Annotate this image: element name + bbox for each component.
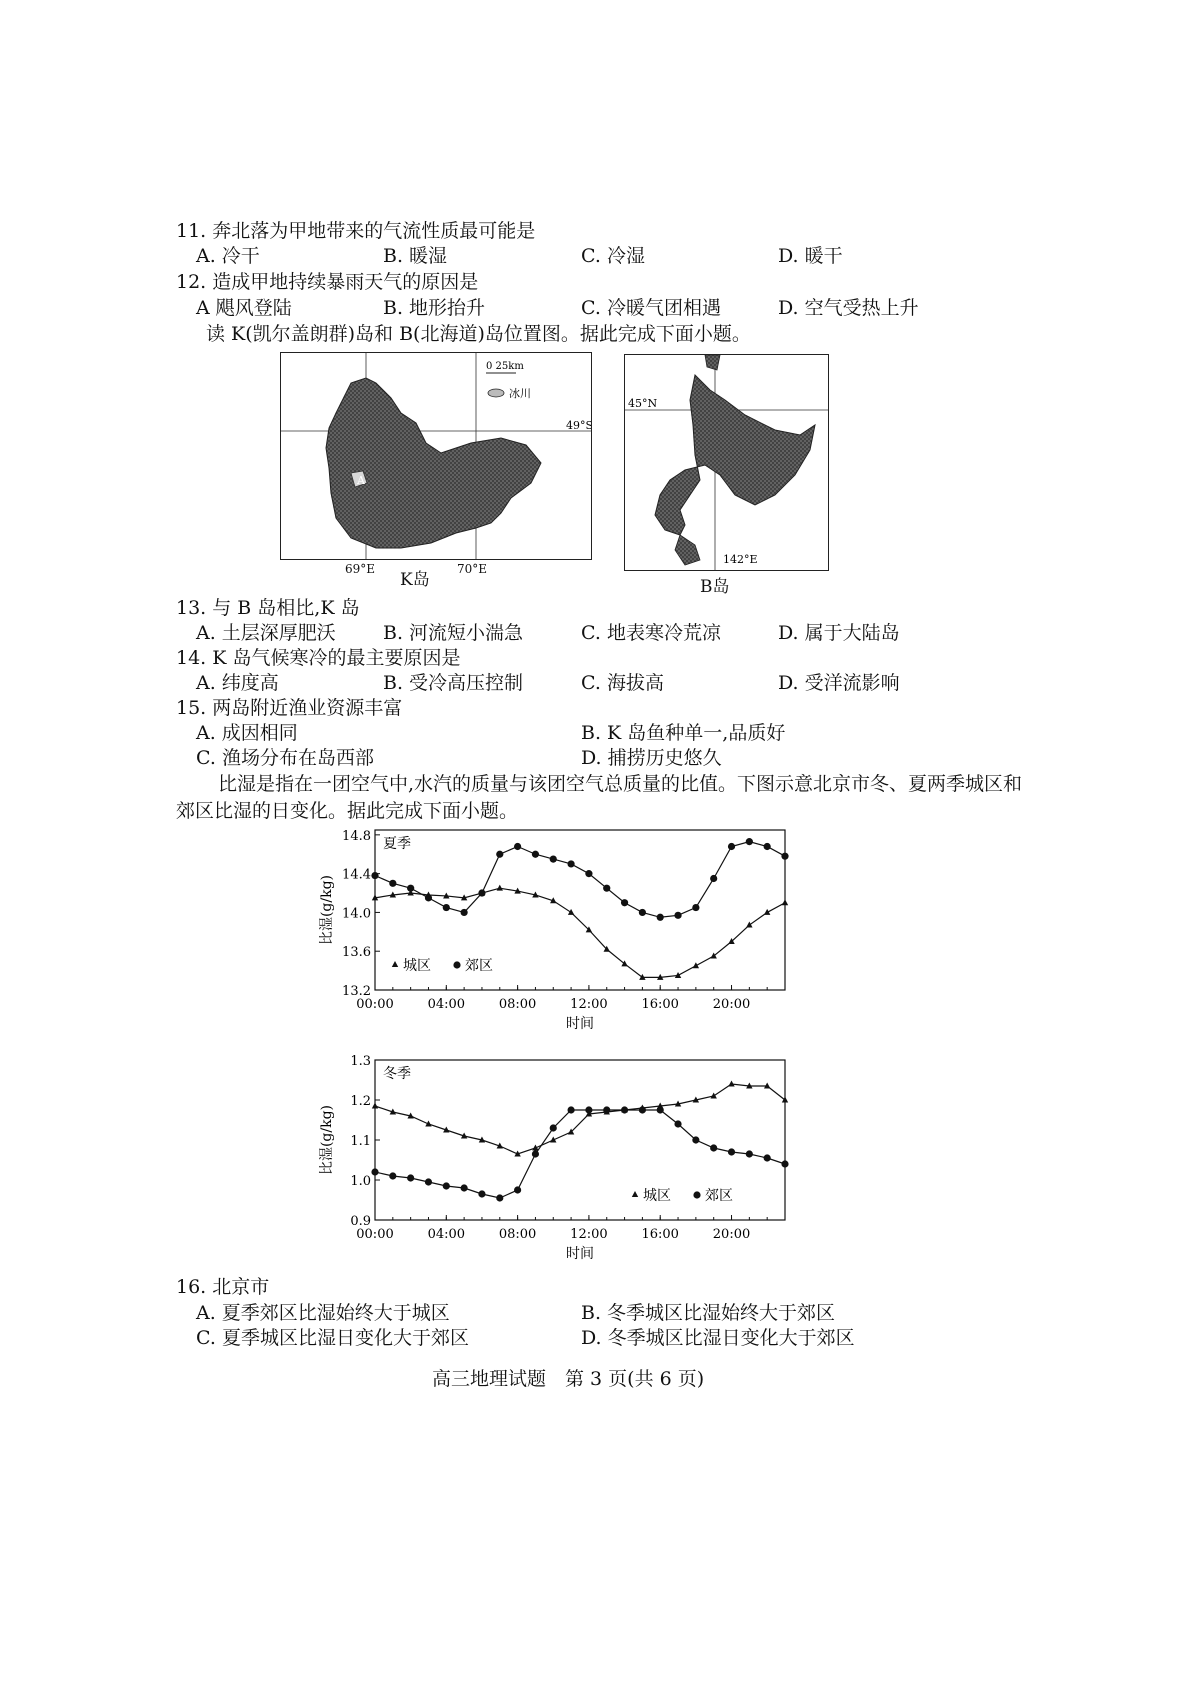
data-point-circle	[621, 899, 628, 906]
series-line-circle	[375, 842, 785, 918]
data-point-circle	[567, 860, 574, 867]
data-point-circle	[461, 909, 468, 916]
y-tick-label: 14.0	[342, 906, 371, 922]
maps-intro: 读 K(凯尔盖朗群)岛和 B(北海道)岛位置图。据此完成下面小题。	[206, 323, 751, 345]
y-tick-label: 13.6	[342, 945, 371, 961]
k-island-shape	[326, 378, 541, 548]
q14-stem: 14. K 岛气候寒冷的最主要原因是	[176, 647, 461, 669]
map-k-lon1: 69°E	[345, 562, 376, 576]
q15-option-a[interactable]: A. 成因相同	[196, 722, 298, 744]
data-point-circle	[746, 838, 753, 845]
page-footer: 高三地理试题 第 3 页(共 6 页)	[432, 1368, 705, 1390]
data-point-circle	[371, 872, 378, 879]
b-island-shape	[655, 375, 815, 535]
legend-label: 郊区	[705, 1188, 733, 1204]
x-tick-label: 08:00	[498, 1227, 537, 1242]
q11-option-c[interactable]: C. 冷湿	[581, 245, 645, 267]
map-k-caption: K岛	[400, 570, 430, 590]
data-point-circle	[532, 1150, 539, 1157]
q16-stem: 16. 北京市	[176, 1276, 270, 1298]
q11-stem: 11. 奔北落为甲地带来的气流性质最可能是	[176, 220, 536, 242]
data-point-circle	[781, 853, 788, 860]
q16-option-c[interactable]: C. 夏季城区比湿日变化大于郊区	[196, 1327, 469, 1349]
data-point-circle	[371, 1168, 378, 1175]
y-tick-label: 0.9	[350, 1214, 371, 1229]
data-point-triangle	[693, 962, 699, 968]
data-point-triangle	[782, 1097, 788, 1103]
q13-option-c[interactable]: C. 地表寒冷荒凉	[581, 622, 721, 644]
map-b-lon-label: 142°E	[723, 553, 758, 566]
data-point-circle	[514, 1186, 521, 1193]
q15-option-d[interactable]: D. 捕捞历史悠久	[581, 747, 722, 769]
data-point-circle	[443, 1182, 450, 1189]
q15-stem: 15. 两岛附近渔业资源丰富	[176, 697, 403, 719]
data-point-circle	[764, 843, 771, 850]
y-tick-label: 1.1	[350, 1134, 371, 1149]
data-point-circle	[407, 1174, 414, 1181]
data-point-circle	[710, 1144, 717, 1151]
map-k-graphic	[281, 353, 591, 559]
x-tick-label: 12:00	[570, 1227, 608, 1242]
data-point-circle	[478, 889, 485, 896]
x-tick-label: 04:00	[427, 1227, 466, 1242]
data-point-circle	[461, 1184, 468, 1191]
q11-option-a[interactable]: A. 冷干	[196, 245, 260, 267]
map-b-caption: B岛	[700, 577, 730, 597]
q14-option-c[interactable]: C. 海拔高	[581, 672, 664, 694]
q12-option-c[interactable]: C. 冷暖气团相遇	[581, 297, 721, 319]
map-b-lat-label: 45°N	[628, 397, 658, 410]
y-axis-label: 比湿(g/kg)	[319, 874, 335, 946]
data-point-circle	[425, 1178, 432, 1185]
data-point-circle	[389, 1172, 396, 1179]
data-point-triangle	[675, 972, 681, 978]
q14-option-b[interactable]: B. 受冷高压控制	[383, 672, 524, 694]
map-k-legend-glacier: 冰川	[509, 387, 531, 400]
map-k-lon2: 70°E	[457, 562, 488, 576]
x-tick-label: 16:00	[641, 997, 679, 1012]
data-point-circle	[781, 1160, 788, 1167]
q11-option-b[interactable]: B. 暖湿	[383, 245, 448, 267]
data-point-triangle	[728, 1081, 734, 1087]
legend-label: 城区	[643, 1188, 671, 1204]
winter-humidity-chart	[310, 1050, 800, 1275]
data-point-circle	[657, 1106, 664, 1113]
x-tick-label: 08:00	[498, 997, 537, 1012]
x-tick-label: 16:00	[641, 1227, 679, 1242]
q14-option-d[interactable]: D. 受洋流影响	[778, 672, 900, 694]
data-point-circle	[728, 1148, 735, 1155]
data-point-circle	[496, 1194, 503, 1201]
data-point-circle	[621, 1106, 628, 1113]
data-point-circle	[603, 1106, 610, 1113]
data-point-triangle	[782, 899, 788, 905]
legend-marker-triangle	[632, 1191, 638, 1197]
data-point-circle	[603, 885, 610, 892]
x-tick-label: 20:00	[712, 1227, 751, 1242]
data-point-circle	[585, 870, 592, 877]
data-point-triangle	[710, 1093, 716, 1099]
x-tick-label: 20:00	[712, 997, 751, 1012]
data-point-circle	[710, 875, 717, 882]
data-point-triangle	[746, 922, 752, 928]
data-point-circle	[496, 851, 503, 858]
legend-marker-circle	[453, 961, 460, 968]
x-tick-label: 00:00	[356, 997, 394, 1012]
data-point-circle	[728, 843, 735, 850]
q13-option-a[interactable]: A. 土层深厚肥沃	[196, 622, 336, 644]
q16-option-a[interactable]: A. 夏季郊区比湿始终大于城区	[196, 1302, 450, 1324]
x-tick-label: 04:00	[427, 997, 466, 1012]
y-tick-label: 1.0	[350, 1174, 371, 1189]
data-point-circle	[532, 851, 539, 858]
data-point-circle	[389, 880, 396, 887]
x-axis-label: 时间	[566, 1016, 594, 1032]
map-k-scale: 0 25km	[486, 361, 524, 372]
data-point-triangle	[372, 1103, 378, 1109]
data-point-circle	[639, 909, 646, 916]
map-b-frame	[624, 354, 829, 571]
data-point-circle	[674, 1120, 681, 1127]
legend-label: 城区	[403, 958, 431, 974]
map-k-frame	[280, 352, 592, 560]
data-point-circle	[585, 1106, 592, 1113]
svg-text:A: A	[357, 474, 365, 487]
q12-option-b[interactable]: B. 地形抬升	[383, 297, 486, 319]
data-point-circle	[550, 855, 557, 862]
legend-marker-circle	[693, 1191, 700, 1198]
legend-marker-triangle	[392, 961, 398, 967]
y-tick-label: 13.2	[342, 984, 371, 999]
y-tick-label: 14.4	[342, 867, 371, 883]
summer-humidity-chart	[310, 820, 800, 1040]
data-point-circle	[514, 843, 521, 850]
data-point-circle	[692, 1136, 699, 1143]
y-axis-label: 比湿(g/kg)	[319, 1104, 335, 1176]
data-point-circle	[764, 1154, 771, 1161]
q13-option-d[interactable]: D. 属于大陆岛	[778, 622, 900, 644]
data-point-circle	[639, 1106, 646, 1113]
data-point-circle	[746, 1150, 753, 1157]
y-tick-label: 14.8	[342, 828, 371, 844]
x-tick-label: 00:00	[356, 1227, 394, 1242]
q16-option-b[interactable]: B. 冬季城区比湿始终大于郊区	[581, 1302, 836, 1324]
plot-frame	[375, 830, 785, 990]
map-k-lat-label: 49°S	[566, 419, 591, 432]
data-point-circle	[550, 1124, 557, 1131]
series-line-triangle	[375, 1084, 785, 1154]
q12-option-a[interactable]: A 飓风登陆	[196, 297, 292, 319]
data-point-triangle	[568, 909, 574, 915]
data-point-triangle	[497, 885, 503, 891]
x-tick-label: 12:00	[570, 997, 608, 1012]
data-point-circle	[674, 912, 681, 919]
y-tick-label: 1.2	[350, 1094, 371, 1109]
chart-intro: 比湿是指在一团空气中,水汽的质量与该团空气总质量的比值。下图示意北京市冬、夏两季城区和郊区比湿的日变化。据此完成下面小题。	[176, 773, 1023, 822]
data-point-circle	[407, 885, 414, 892]
data-point-circle	[657, 914, 664, 921]
y-tick-label: 1.3	[350, 1054, 371, 1069]
data-point-circle	[443, 904, 450, 911]
q12-stem: 12. 造成甲地持续暴雨天气的原因是	[176, 271, 479, 293]
chart-title: 冬季	[383, 1066, 411, 1082]
map-b-graphic	[625, 355, 828, 570]
chart-title: 夏季	[383, 836, 411, 852]
q15-option-b[interactable]: B. K 岛鱼种单一,品质好	[581, 722, 786, 744]
x-axis-label: 时间	[566, 1246, 594, 1262]
data-point-circle	[567, 1106, 574, 1113]
q15-option-c[interactable]: C. 渔场分布在岛西部	[196, 747, 374, 769]
legend-label: 郊区	[465, 958, 493, 974]
q14-option-a[interactable]: A. 纬度高	[196, 672, 279, 694]
data-point-circle	[425, 894, 432, 901]
data-point-circle	[478, 1190, 485, 1197]
q13-stem: 13. 与 B 岛相比,K 岛	[176, 597, 360, 619]
q13-option-b[interactable]: B. 河流短小湍急	[383, 622, 524, 644]
q16-option-d[interactable]: D. 冬季城区比湿日变化大于郊区	[581, 1327, 855, 1349]
q12-option-d[interactable]: D. 空气受热上升	[778, 297, 919, 319]
q11-option-d[interactable]: D. 暖干	[778, 245, 843, 267]
data-point-triangle	[764, 909, 770, 915]
data-point-circle	[692, 904, 699, 911]
